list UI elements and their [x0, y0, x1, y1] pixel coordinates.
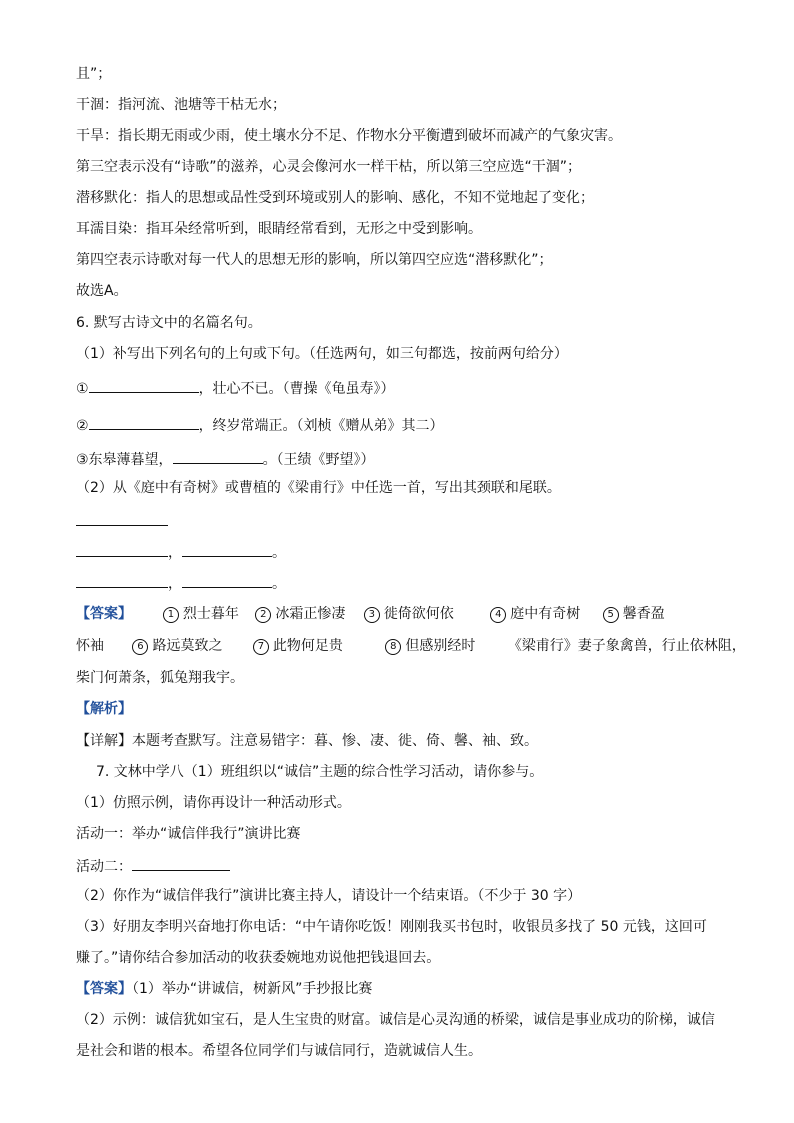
question-7-title: 7. 文林中学八（1）班组织以“诚信”主题的综合性学习活动，请你参与。 — [96, 764, 544, 780]
text-line: 潜移默化：指人的思想或品性受到环境或别人的影响、感化，不知不觉地起了变化； — [76, 190, 594, 206]
answer-7-part-1: 【答案】（1）举办“讲诚信，树新风”手抄报比赛 — [76, 981, 373, 997]
answer-blank[interactable] — [76, 541, 168, 557]
question-6-item-3: ③东皋薄暮望， 。（王绩《野望》） — [76, 448, 375, 470]
question-7-part-2: （2）你作为“诚信伴我行”演讲比赛主持人，请设计一个结束语。（不少于 30 字） — [76, 888, 582, 904]
answer-label: 【答案】 — [76, 606, 132, 622]
text-line: 干涸：指河流、池塘等干枯无水； — [76, 97, 286, 113]
answer-blank[interactable] — [89, 377, 199, 393]
answer-blank[interactable] — [173, 448, 263, 464]
text-line: 干旱：指长期无雨或少雨，使土壤水分不足、作物水分平衡遭到破坏而减产的气象灾害。 — [76, 128, 622, 144]
question-6-item-1: ① ，壮心不已。（曹操《龟虽寿》） — [76, 377, 395, 399]
answer-7-part-2-cont: 是社会和谐的根本。希望各位同学们与诚信同行，造就诚信人生。 — [76, 1043, 482, 1059]
activity-1: 活动一：举办“诚信伴我行”演讲比赛 — [76, 826, 301, 842]
answer-line-1 — [76, 510, 168, 532]
answer-6-row-2: 怀袖 6 路远莫致之 7 此物何足贵 8 但感别经时 《梁甫行》妻子象禽兽，行止依林阻， — [76, 638, 746, 654]
question-7-part-3-cont: 赚了。”请你结合参加活动的收获委婉地劝说他把钱退回去。 — [76, 950, 441, 966]
answer-blank[interactable] — [182, 572, 272, 588]
answer-line-2: ， 。 — [76, 541, 286, 563]
question-6-item-2: ② ，终岁常端正。（刘桢《赠从弟》其二） — [76, 414, 444, 436]
answer-blank[interactable] — [76, 572, 168, 588]
activity-2: 活动二： — [76, 855, 230, 877]
text-line: 耳濡目染：指耳朵经常听到，眼睛经常看到，无形之中受到影响。 — [76, 221, 482, 237]
answer-line-3: ， 。 — [76, 572, 286, 594]
answer-6-row-1: 【答案】 1 烈士暮年 2 冰霜正惨凄 3 徙倚欲何依 4 庭中有奇树 5 馨香盈 — [76, 606, 665, 622]
text-line: 第三空表示没有“诗歌”的滋养，心灵会像河水一样干枯，所以第三空应选“干涸”； — [76, 159, 582, 175]
question-7-part-3: （3）好朋友李明兴奋地打你电话：“中午请你吃饭！刚刚我买书包时，收银员多找了 50 元钱，这回可 — [76, 919, 707, 935]
question-7-part-1: （1）仿照示例，请你再设计一种活动形式。 — [76, 795, 351, 811]
question-6-part-1: （1）补写出下列名句的上句或下句。（任选两句，如三句都选，按前两句给分） — [76, 346, 568, 362]
answer-6-row-3: 柴门何萧条，狐兔翔我宇。 — [76, 670, 244, 686]
text-line: 且”； — [76, 66, 112, 82]
answer-blank[interactable] — [132, 855, 230, 871]
answer-blank[interactable] — [182, 541, 272, 557]
question-6-part-2: （2）从《庭中有奇树》或曹植的《梁甫行》中任选一首，写出其颈联和尾联。 — [76, 480, 561, 496]
text-line: 第四空表示诗歌对每一代人的思想无形的影响，所以第四空应选“潜移默化”； — [76, 252, 553, 268]
analysis-detail: 【详解】本题考查默写。注意易错字：暮、惨、凄、徙、倚、馨、袖、致。 — [76, 733, 538, 749]
text-line: 故选A。 — [76, 283, 128, 299]
answer-7-part-2: （2）示例：诚信犹如宝石，是人生宝贵的财富。诚信是心灵沟通的桥梁，诚信是事业成功的阶梯，诚信 — [76, 1012, 715, 1028]
analysis-label: 【解析】 — [76, 701, 132, 717]
answer-blank[interactable] — [89, 414, 199, 430]
answer-blank[interactable] — [76, 510, 168, 526]
question-6-title: 6. 默写古诗文中的名篇名句。 — [76, 315, 262, 331]
